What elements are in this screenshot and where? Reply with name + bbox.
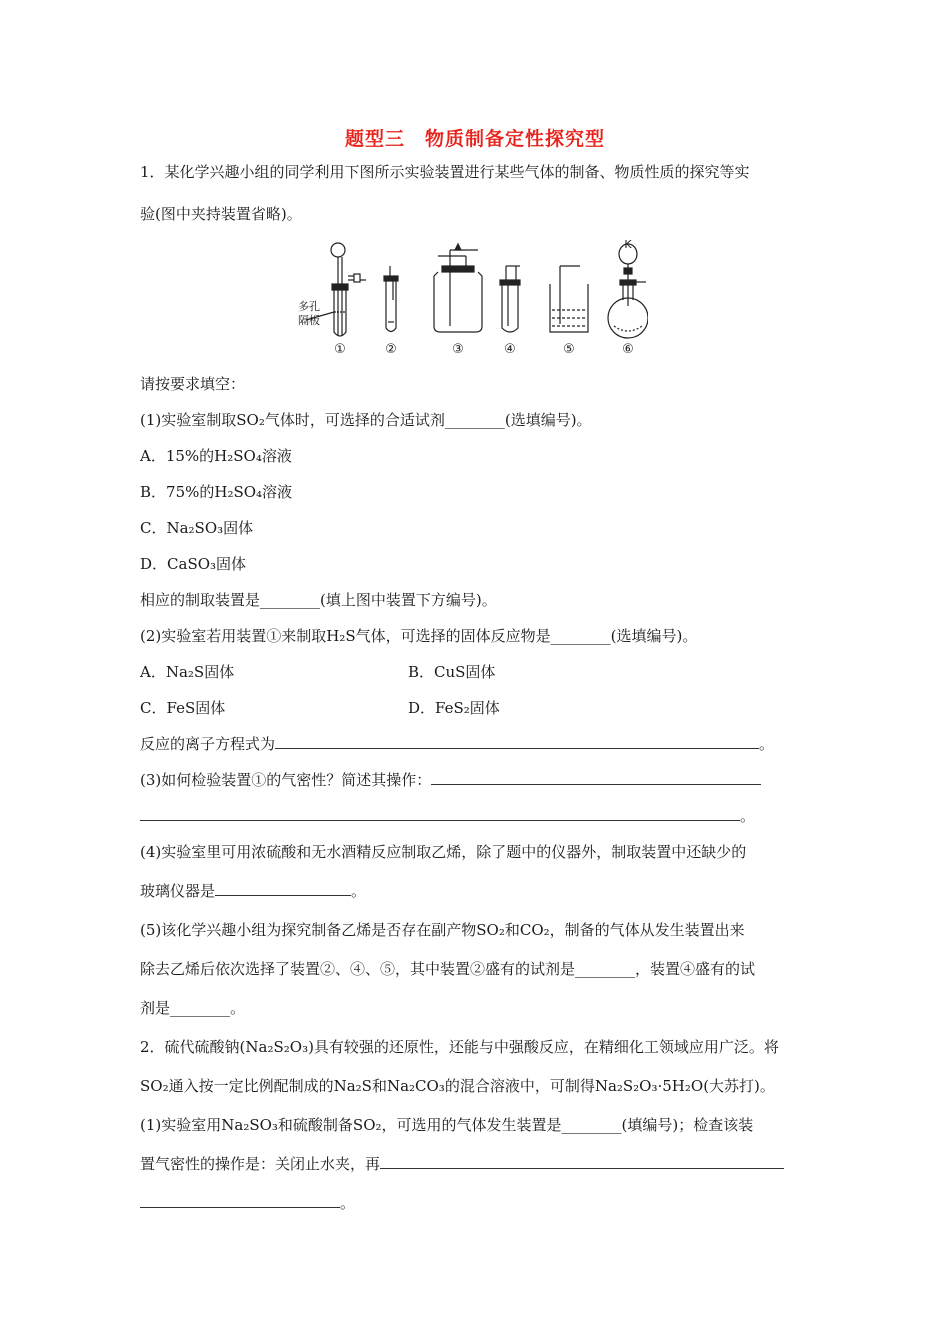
q1-prompt: 请按要求填空： [140, 375, 246, 393]
q1-part2-option-b: B．CuS固体 [408, 663, 496, 681]
q2-part1-line3 [140, 1193, 355, 1213]
q1-part1: (1)实验室制取SO₂气体时，可选择的合适试剂________(选填编号)。 [140, 411, 592, 429]
apparatus-5 [550, 266, 588, 332]
q1-part2-option-c: C．FeS固体 [140, 699, 226, 717]
figure-num-5: ⑤ [563, 342, 575, 357]
q1-part1-option-a: A．15%的H₂SO₄溶液 [140, 447, 292, 465]
q1-part1-device: 相应的制取装置是________(填上图中装置下方编号)。 [140, 591, 497, 609]
q2-intro-line2: SO₂通入按一定比例配制成的Na₂S和Na₂CO₃的混合溶液中，可制得Na₂S₂O₃·5H₂O(大苏打)。 [140, 1077, 775, 1095]
period: 。 [340, 1194, 356, 1212]
q2-part1-blank-1[interactable] [380, 1154, 784, 1169]
apparatus-2 [384, 266, 398, 332]
q1-part1-option-c: C．Na₂SO₃固体 [140, 519, 254, 537]
apparatus-figure [298, 236, 648, 358]
q2-part1-line2 [140, 1154, 784, 1174]
label-porous-line1: 多孔 [298, 300, 320, 313]
q1-intro-line1: 1．某化学兴趣小组的同学利用下图所示实验装置进行某些气体的制备、物质性质的探究等实 [140, 163, 750, 181]
part3-blank-2[interactable] [140, 806, 740, 821]
part4-label: 玻璃仪器是 [140, 882, 216, 900]
period: 。 [740, 807, 756, 825]
q2-intro-line1: 2．硫代硫酸钠(Na₂S₂O₃)具有较强的还原性，还能与中强酸反应，在精细化工领域应用广泛。将 [140, 1038, 779, 1056]
page-title: 题型三 物质制备定性探究型 [344, 128, 605, 150]
figure-num-6: ⑥ [622, 342, 634, 357]
equation-label: 反应的离子方程式为 [140, 735, 276, 753]
q2-part1-label: 置气密性的操作是：关闭止水夹，再 [140, 1155, 381, 1173]
label-k: K [624, 238, 632, 251]
q1-part3-line [140, 770, 761, 790]
part3-blank-1[interactable] [431, 770, 761, 785]
apparatus-6 [608, 244, 648, 338]
figure-num-4: ④ [504, 342, 516, 357]
period: 。 [759, 735, 775, 753]
q1-part3-line2 [140, 806, 755, 826]
q1-part5-line3: 剂是________。 [140, 999, 246, 1017]
period: 。 [351, 882, 367, 900]
q1-part2: (2)实验室若用装置①来制取H₂S气体，可选择的固体反应物是________(选填编号)。 [140, 627, 698, 645]
equation-blank[interactable] [275, 734, 759, 749]
q1-intro-line2: 验(图中夹持装置省略)。 [140, 205, 302, 223]
apparatus-4 [500, 266, 520, 332]
apparatus-3 [434, 244, 482, 332]
q1-part5-line1: (5)该化学兴趣小组为探究制备乙烯是否存在副产物SO₂和CO₂，制备的气体从发生装置出来 [140, 921, 745, 939]
figure-num-2: ② [385, 342, 397, 357]
part3-label: (3)如何检验装置①的气密性？简述其操作： [140, 771, 432, 789]
label-porous-line2: 隔板 [298, 314, 320, 327]
q1-part5-line2: 除去乙烯后依次选择了装置②、④、⑤，其中装置②盛有的试剂是________，装置④盛有的试 [140, 960, 756, 978]
q1-part4-line1: (4)实验室里可用浓硫酸和无水酒精反应制取乙烯，除了题中的仪器外，制取装置中还缺少的 [140, 843, 747, 861]
q1-part4-line2 [140, 881, 366, 901]
q1-part2-option-d: D．FeS₂固体 [408, 699, 500, 717]
figure-num-1: ① [334, 342, 346, 357]
q2-part1-blank-2[interactable] [140, 1193, 340, 1208]
part4-blank[interactable] [215, 881, 351, 896]
q1-part1-option-d: D．CaSO₃固体 [140, 555, 247, 573]
q1-part2-option-a: A．Na₂S固体 [140, 663, 235, 681]
q2-part1-line1: (1)实验室用Na₂SO₃和硫酸制备SO₂，可选用的气体发生装置是________(填编号)；检查该装 [140, 1116, 754, 1134]
q1-part2-equation-line [140, 734, 774, 754]
figure-num-3: ③ [452, 342, 464, 357]
q1-part1-option-b: B．75%的H₂SO₄溶液 [140, 483, 293, 501]
